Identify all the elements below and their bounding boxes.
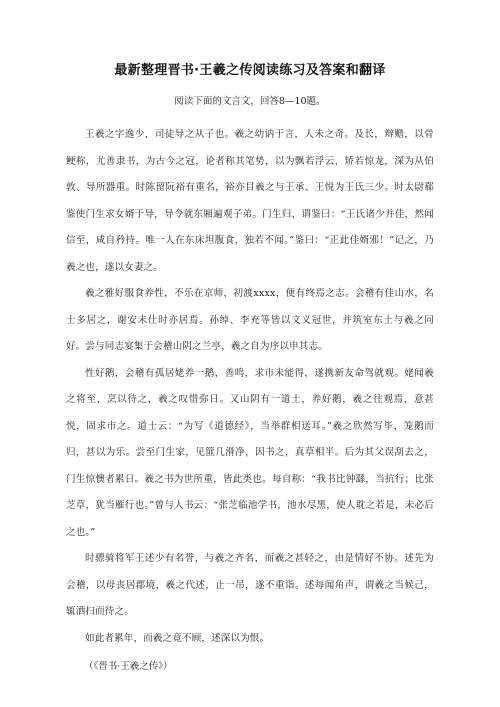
source-citation: （《晋书·王羲之传》） <box>84 661 173 672</box>
paragraph-2: 羲之雅好服食养性，不乐在京师，初渡xxxx，便有终焉之志。会稽有佳山水，名士多居之，谢安未仕时亦居焉。孙绰、李充等皆以文义冠世，并筑室东土与羲之同好。尝与同志宴集于会稽山阴之兰亭，羲之自为序以申其志。 <box>66 288 434 352</box>
paragraph-1: 王羲之字逸少，司徒导之从子也。羲之幼讷于言，人未之奇。及长，辩赡，以骨鲠称，尤善隶书，为古今之冠，论者称其笔势，以为飘若浮云，矫若惊龙，深为从伯敦、导所器重。时陈留阮裕有重名，裕亦目羲之与王承、王悦为王氏三少。时太尉郗鉴使门生求女婿于导，导令就东厢遍观子弟。门生归，谓鉴曰：“王氏诸少并佳，然闻信至，咸自矜持。唯一人在东床坦腹食，独若不闻。”鉴曰：“正此佳婿邪！”记之，乃羲之也，遂以女妻之。 <box>66 129 434 273</box>
paragraph-5: 如此者累年，而羲之竟不顾，述深以为恨。 <box>85 632 270 644</box>
document-title: 最新整理晋书·王羲之传阅读练习及答案和翻译 <box>114 63 386 78</box>
reading-instruction: 阅读下面的文言文，回答8—10题。 <box>174 96 326 107</box>
paragraph-3: 性好鹅，会稽有孤居姥养一鹅，善鸣，求市未能得，遂携新友命驾就观。姥闻羲之将至，烹以待之，羲之叹惜弥日。又山阴有一道士，养好鹅，羲之往观焉，意甚悦，固求市之。道士云：“为写《道德经》，当举群相送耳。”羲之欣然写毕，笼鹅而归，甚以为乐。尝至门生家，见篚几滑净，因书之，真草相半。后为其父误刮去之，门生惊懊者累日。羲之书为世所重，皆此类也。每自称：“我书比钟繇，当抗行；比张芝草，犹当雁行也。”曾与人书云：“张芝临池学书，池水尽黑，使人耽之若是，未必后之也。” <box>66 367 434 538</box>
paragraph-4: 时骠骑将军王述少有名誉，与羲之齐名，而羲之甚轻之，由是情好不协。述先为会稽，以母丧居郡境，羲之代述，止一吊，遂不重诣。述每闻角声，谓羲之当候己，辄洒扫而待之。 <box>66 553 434 617</box>
